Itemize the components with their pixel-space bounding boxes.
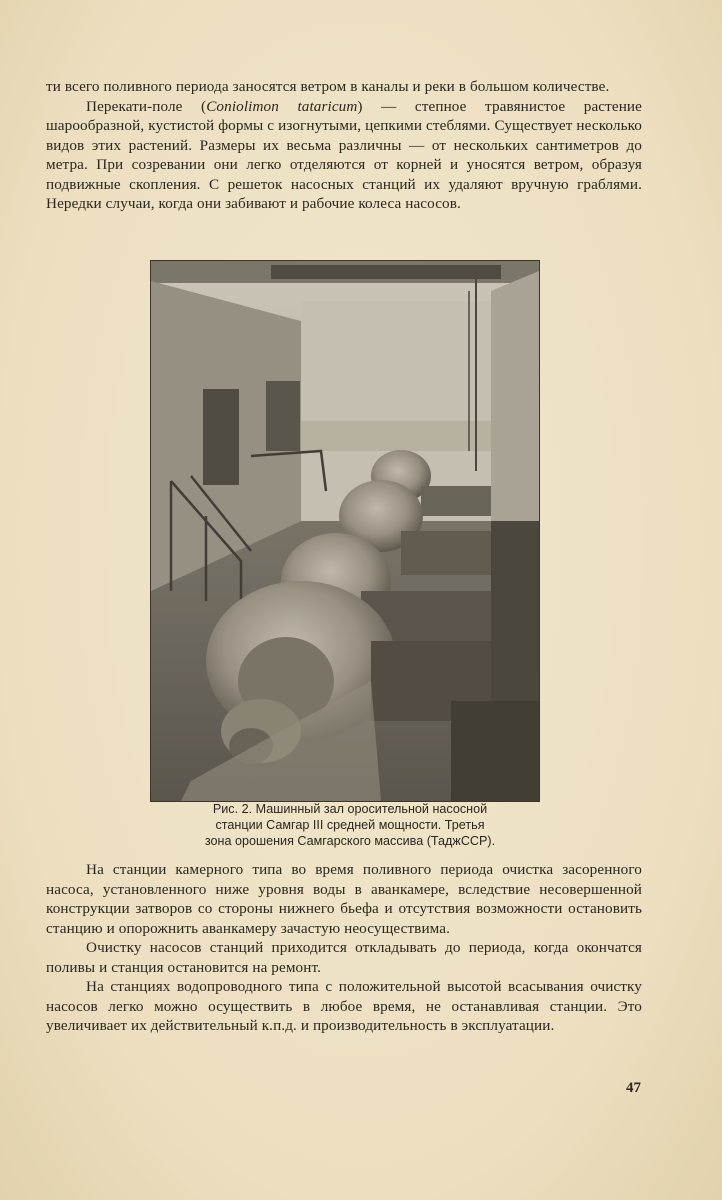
paragraph-continuation: ти всего поливного периода заносятся ветром в каналы и реки в большом количестве. [46,78,610,95]
top-text-block [46,77,642,214]
photo-machine-hall [150,260,540,802]
page-number: 47 [626,1080,641,1096]
paragraph-chamber-type: На станции камерного типа во время поливного периода очистка засоренного насоса, установленного ниже уровня воды в аванкамере, вследствие несовершенной конструкции затворов со стороны нижнего бьефа и отсутствия возможности остановить станцию и опорожнить аванкамеру зачастую неосуществима. [46,861,642,937]
perekati-lead: Перекати-поле ( [86,97,207,115]
paragraph-pipeline-type: На станциях водопроводного типа с положительной высотой всасывания очистку насосов легко можно осуществить в любое время, не останавливая станции. Это увеличивает их действительный к.п.д. и производительность в эксплуатации. [46,978,642,1034]
caption-line-2: станции Самгар III средней мощности. Третья [215,818,485,832]
paragraph-perekati-pole [46,97,642,214]
paragraph-postpone-cleaning: Очистку насосов станций приходится откладывать до периода, когда окончатся поливы и станция остановится на ремонт. [46,939,642,976]
caption-line-1: Рис. 2. Машинный зал оросительной насосной [212,802,488,816]
latin-species-name: Coniolimon tataricum [206,97,358,115]
perekati-rest: ) — степное травянистое растение шарообразной, кустистой формы с изогнутыми, цепкими стеблями. Существует несколько видов этих растений. Размеры их весьма различны — от нескольких сантиметров до метра. При созревании они легко отделяются от корней и уносятся ветром, образуя подвижные скопления. С решеток насосных станций их удаляют вручную граблями. Нередки случаи, когда они забивают и рабочие колеса насосов. [46,97,642,212]
caption-line-3: зона орошения Самгарского массива (ТаджССР). [204,834,496,848]
bottom-text-block [46,860,642,1036]
figure-caption [170,801,530,849]
